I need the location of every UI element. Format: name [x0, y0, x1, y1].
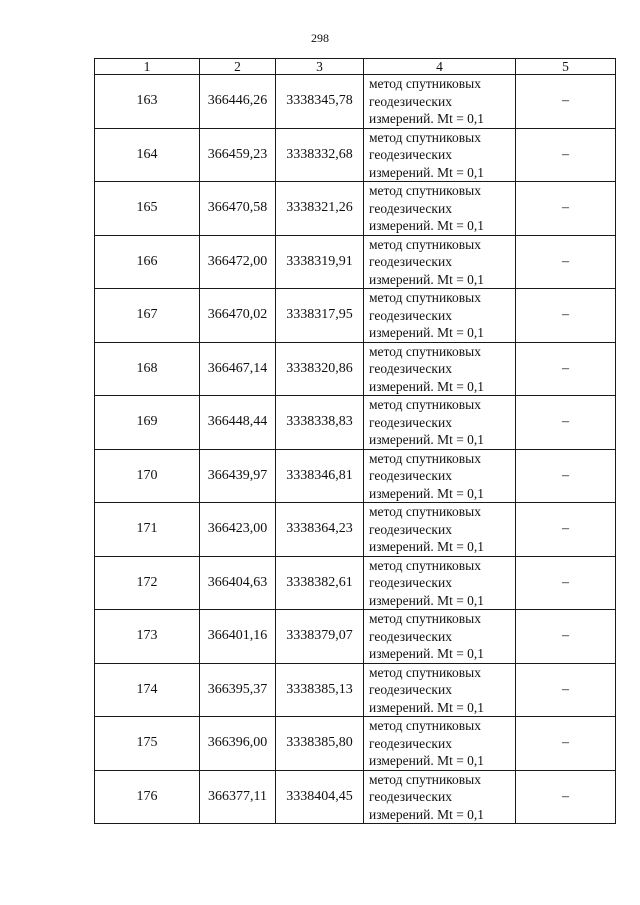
point-number-cell: 163	[95, 75, 200, 129]
header-row	[95, 59, 616, 75]
point-number-cell: 168	[95, 342, 200, 396]
note-cell: –	[516, 235, 616, 289]
header-col-1: 1	[95, 59, 200, 75]
note-cell: –	[516, 396, 616, 450]
x-coordinate-cell: 366470,02	[200, 289, 276, 343]
y-coordinate-cell: 3338404,45	[276, 770, 364, 824]
header-col-2: 2	[200, 59, 276, 75]
table-row	[95, 342, 616, 396]
note-cell: –	[516, 663, 616, 717]
method-cell: метод спутниковых геодезических измерений. Mt = 0,1	[364, 610, 516, 664]
x-coordinate-cell: 366377,11	[200, 770, 276, 824]
point-number-cell: 165	[95, 182, 200, 236]
method-cell: метод спутниковых геодезических измерений. Mt = 0,1	[364, 128, 516, 182]
method-cell: метод спутниковых геодезических измерений. Mt = 0,1	[364, 717, 516, 771]
table-row	[95, 235, 616, 289]
method-cell: метод спутниковых геодезических измерений. Mt = 0,1	[364, 556, 516, 610]
note-cell: –	[516, 556, 616, 610]
note-cell: –	[516, 342, 616, 396]
method-cell: метод спутниковых геодезических измерений. Mt = 0,1	[364, 770, 516, 824]
note-cell: –	[516, 717, 616, 771]
header-col-4: 4	[364, 59, 516, 75]
y-coordinate-cell: 3338317,95	[276, 289, 364, 343]
point-number-cell: 175	[95, 717, 200, 771]
y-coordinate-cell: 3338364,23	[276, 503, 364, 557]
x-coordinate-cell: 366472,00	[200, 235, 276, 289]
x-coordinate-cell: 366423,00	[200, 503, 276, 557]
point-number-cell: 172	[95, 556, 200, 610]
table-body	[95, 75, 616, 824]
method-cell: метод спутниковых геодезических измерений. Mt = 0,1	[364, 235, 516, 289]
table-row	[95, 289, 616, 343]
table-row	[95, 75, 616, 129]
x-coordinate-cell: 366459,23	[200, 128, 276, 182]
y-coordinate-cell: 3338385,80	[276, 717, 364, 771]
note-cell: –	[516, 182, 616, 236]
x-coordinate-cell: 366401,16	[200, 610, 276, 664]
table-row	[95, 128, 616, 182]
method-cell: метод спутниковых геодезических измерений. Mt = 0,1	[364, 503, 516, 557]
table-header	[95, 59, 616, 75]
note-cell: –	[516, 770, 616, 824]
note-cell: –	[516, 289, 616, 343]
point-number-cell: 167	[95, 289, 200, 343]
point-number-cell: 164	[95, 128, 200, 182]
y-coordinate-cell: 3338382,61	[276, 556, 364, 610]
y-coordinate-cell: 3338332,68	[276, 128, 364, 182]
point-number-cell: 170	[95, 449, 200, 503]
y-coordinate-cell: 3338320,86	[276, 342, 364, 396]
table-row	[95, 610, 616, 664]
x-coordinate-cell: 366396,00	[200, 717, 276, 771]
y-coordinate-cell: 3338338,83	[276, 396, 364, 450]
y-coordinate-cell: 3338379,07	[276, 610, 364, 664]
point-number-cell: 169	[95, 396, 200, 450]
table-row	[95, 503, 616, 557]
note-cell: –	[516, 128, 616, 182]
y-coordinate-cell: 3338319,91	[276, 235, 364, 289]
table-row	[95, 182, 616, 236]
method-cell: метод спутниковых геодезических измерений. Mt = 0,1	[364, 182, 516, 236]
y-coordinate-cell: 3338345,78	[276, 75, 364, 129]
point-number-cell: 166	[95, 235, 200, 289]
page-number: 298	[311, 31, 329, 45]
note-cell: –	[516, 503, 616, 557]
note-cell: –	[516, 449, 616, 503]
header-col-5: 5	[516, 59, 616, 75]
x-coordinate-cell: 366448,44	[200, 396, 276, 450]
note-cell: –	[516, 610, 616, 664]
x-coordinate-cell: 366439,97	[200, 449, 276, 503]
note-cell: –	[516, 75, 616, 129]
x-coordinate-cell: 366395,37	[200, 663, 276, 717]
y-coordinate-cell: 3338321,26	[276, 182, 364, 236]
coordinates-table	[94, 58, 616, 824]
point-number-cell: 176	[95, 770, 200, 824]
method-cell: метод спутниковых геодезических измерений. Mt = 0,1	[364, 342, 516, 396]
table-row	[95, 663, 616, 717]
method-cell: метод спутниковых геодезических измерений. Mt = 0,1	[364, 75, 516, 129]
table-row	[95, 396, 616, 450]
x-coordinate-cell: 366404,63	[200, 556, 276, 610]
x-coordinate-cell: 366467,14	[200, 342, 276, 396]
point-number-cell: 173	[95, 610, 200, 664]
x-coordinate-cell: 366470,58	[200, 182, 276, 236]
table-row	[95, 770, 616, 824]
table-row	[95, 556, 616, 610]
y-coordinate-cell: 3338346,81	[276, 449, 364, 503]
x-coordinate-cell: 366446,26	[200, 75, 276, 129]
header-col-3: 3	[276, 59, 364, 75]
table-row	[95, 717, 616, 771]
method-cell: метод спутниковых геодезических измерений. Mt = 0,1	[364, 396, 516, 450]
y-coordinate-cell: 3338385,13	[276, 663, 364, 717]
method-cell: метод спутниковых геодезических измерений. Mt = 0,1	[364, 663, 516, 717]
point-number-cell: 171	[95, 503, 200, 557]
method-cell: метод спутниковых геодезических измерений. Mt = 0,1	[364, 289, 516, 343]
method-cell: метод спутниковых геодезических измерений. Mt = 0,1	[364, 449, 516, 503]
point-number-cell: 174	[95, 663, 200, 717]
table-row	[95, 449, 616, 503]
